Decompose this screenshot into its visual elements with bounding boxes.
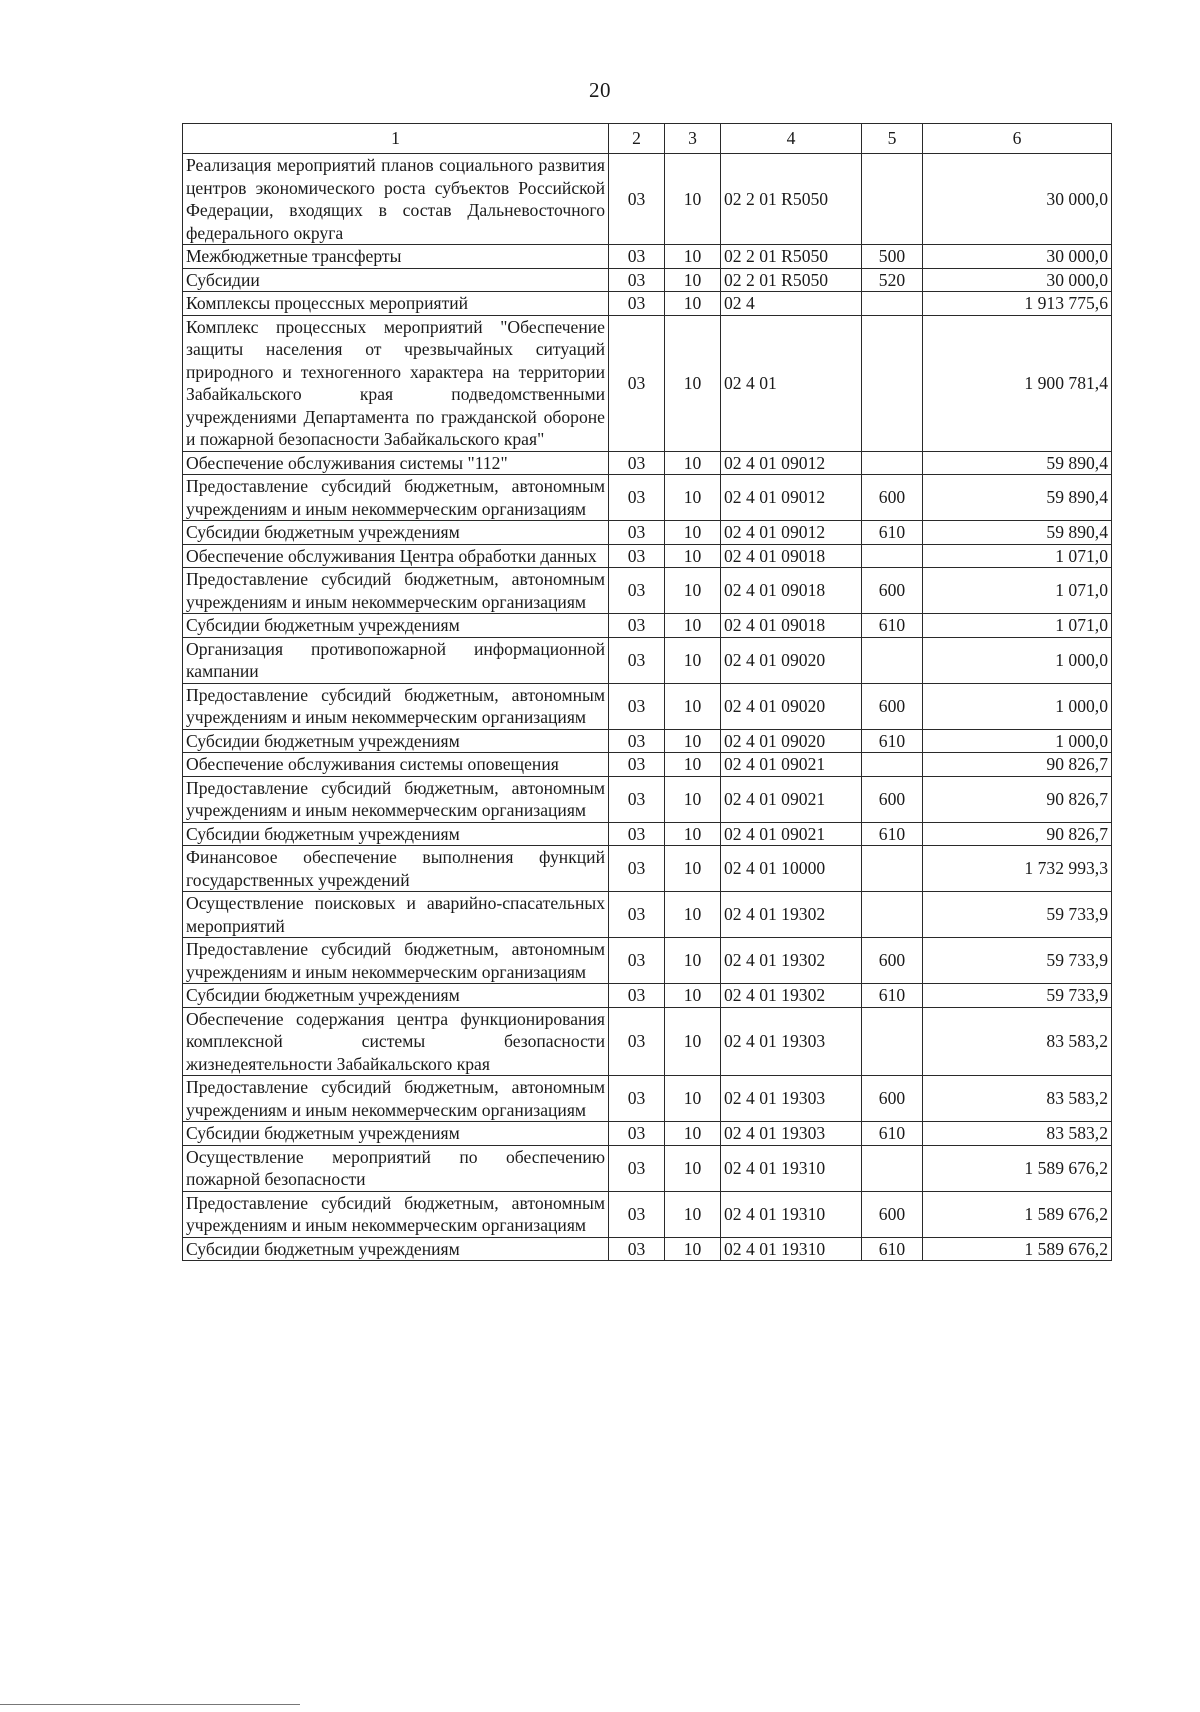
amount-cell: 30 000,0 [923, 268, 1112, 292]
target-article-cell: 02 4 01 19310 [721, 1145, 862, 1191]
target-article-cell: 02 4 01 09020 [721, 729, 862, 753]
amount-cell: 90 826,7 [923, 753, 1112, 777]
table-row [183, 451, 1112, 475]
target-article-cell: 02 4 01 09018 [721, 544, 862, 568]
expense-type-cell [862, 154, 923, 245]
row-name-cell: Осуществление мероприятий по обеспечению пожарной безопасности [183, 1145, 609, 1191]
row-name-cell: Реализация мероприятий планов социального развития центров экономического роста субъектов Российской Федерации, входящих в состав Дальневосточного федерального округа [183, 154, 609, 245]
table-row [183, 521, 1112, 545]
subsection-code-cell: 10 [665, 268, 721, 292]
expense-type-cell [862, 451, 923, 475]
section-code-cell: 03 [609, 521, 665, 545]
amount-cell: 59 890,4 [923, 475, 1112, 521]
section-code-cell: 03 [609, 292, 665, 316]
expense-type-cell [862, 637, 923, 683]
subsection-code-cell: 10 [665, 1191, 721, 1237]
table-row [183, 475, 1112, 521]
row-name-cell: Предоставление субсидий бюджетным, автономным учреждениям и иным некоммерческим организациям [183, 938, 609, 984]
table-row [183, 544, 1112, 568]
table-row [183, 268, 1112, 292]
amount-cell: 30 000,0 [923, 245, 1112, 269]
row-name-cell: Субсидии бюджетным учреждениям [183, 1237, 609, 1261]
section-code-cell: 03 [609, 154, 665, 245]
table-body [183, 124, 1112, 1261]
target-article-cell: 02 4 01 19303 [721, 1007, 862, 1076]
table-row [183, 729, 1112, 753]
amount-cell: 83 583,2 [923, 1007, 1112, 1076]
row-name-cell: Обеспечение обслуживания системы оповещения [183, 753, 609, 777]
subsection-code-cell: 10 [665, 776, 721, 822]
amount-cell: 59 733,9 [923, 938, 1112, 984]
table-row [183, 683, 1112, 729]
row-name-cell: Субсидии бюджетным учреждениям [183, 521, 609, 545]
section-code-cell: 03 [609, 753, 665, 777]
header-cell-5: 5 [862, 124, 923, 154]
subsection-code-cell: 10 [665, 1076, 721, 1122]
subsection-code-cell: 10 [665, 683, 721, 729]
table-row [183, 938, 1112, 984]
section-code-cell: 03 [609, 846, 665, 892]
header-cell-3: 3 [665, 124, 721, 154]
section-code-cell: 03 [609, 614, 665, 638]
section-code-cell: 03 [609, 1237, 665, 1261]
row-name-cell: Финансовое обеспечение выполнения функций государственных учреждений [183, 846, 609, 892]
table-row [183, 846, 1112, 892]
target-article-cell: 02 4 01 19303 [721, 1122, 862, 1146]
row-name-cell: Межбюджетные трансферты [183, 245, 609, 269]
section-code-cell: 03 [609, 892, 665, 938]
section-code-cell: 03 [609, 1007, 665, 1076]
amount-cell: 1 071,0 [923, 614, 1112, 638]
row-name-cell: Предоставление субсидий бюджетным, автономным учреждениям и иным некоммерческим организациям [183, 1191, 609, 1237]
section-code-cell: 03 [609, 729, 665, 753]
amount-cell: 1 589 676,2 [923, 1237, 1112, 1261]
subsection-code-cell: 10 [665, 451, 721, 475]
target-article-cell: 02 4 01 09012 [721, 451, 862, 475]
expense-type-cell: 600 [862, 568, 923, 614]
section-code-cell: 03 [609, 683, 665, 729]
amount-cell: 83 583,2 [923, 1076, 1112, 1122]
table-row [183, 1237, 1112, 1261]
table-row [183, 315, 1112, 451]
expense-type-cell: 600 [862, 776, 923, 822]
budget-table [182, 123, 1112, 1261]
target-article-cell: 02 4 01 19302 [721, 984, 862, 1008]
table-row [183, 568, 1112, 614]
page-edge-rule [0, 1704, 300, 1705]
header-cell-4: 4 [721, 124, 862, 154]
table-row [183, 776, 1112, 822]
expense-type-cell: 520 [862, 268, 923, 292]
row-name-cell: Комплексы процессных мероприятий [183, 292, 609, 316]
target-article-cell: 02 4 01 19310 [721, 1191, 862, 1237]
table-row [183, 1076, 1112, 1122]
target-article-cell: 02 4 01 09021 [721, 776, 862, 822]
table-row [183, 245, 1112, 269]
expense-type-cell: 610 [862, 984, 923, 1008]
amount-cell: 1 071,0 [923, 568, 1112, 614]
target-article-cell: 02 2 01 R5050 [721, 268, 862, 292]
subsection-code-cell: 10 [665, 1237, 721, 1261]
subsection-code-cell: 10 [665, 315, 721, 451]
target-article-cell: 02 4 01 09012 [721, 521, 862, 545]
amount-cell: 1 732 993,3 [923, 846, 1112, 892]
amount-cell: 1 000,0 [923, 637, 1112, 683]
row-name-cell: Субсидии [183, 268, 609, 292]
amount-cell: 30 000,0 [923, 154, 1112, 245]
table-header-row [183, 124, 1112, 154]
row-name-cell: Обеспечение обслуживания Центра обработки данных [183, 544, 609, 568]
subsection-code-cell: 10 [665, 521, 721, 545]
section-code-cell: 03 [609, 822, 665, 846]
target-article-cell: 02 4 01 09012 [721, 475, 862, 521]
row-name-cell: Организация противопожарной информационной кампании [183, 637, 609, 683]
amount-cell: 1 071,0 [923, 544, 1112, 568]
subsection-code-cell: 10 [665, 1145, 721, 1191]
expense-type-cell: 600 [862, 1191, 923, 1237]
subsection-code-cell: 10 [665, 568, 721, 614]
target-article-cell: 02 4 01 10000 [721, 846, 862, 892]
expense-type-cell: 610 [862, 1122, 923, 1146]
amount-cell: 1 913 775,6 [923, 292, 1112, 316]
target-article-cell: 02 4 01 09020 [721, 637, 862, 683]
target-article-cell: 02 4 01 19302 [721, 892, 862, 938]
amount-cell: 59 890,4 [923, 451, 1112, 475]
table-row [183, 1145, 1112, 1191]
table-row [183, 1007, 1112, 1076]
row-name-cell: Субсидии бюджетным учреждениям [183, 822, 609, 846]
table-row [183, 637, 1112, 683]
section-code-cell: 03 [609, 1145, 665, 1191]
target-article-cell: 02 4 01 09021 [721, 753, 862, 777]
section-code-cell: 03 [609, 544, 665, 568]
subsection-code-cell: 10 [665, 154, 721, 245]
amount-cell: 90 826,7 [923, 776, 1112, 822]
row-name-cell: Субсидии бюджетным учреждениям [183, 614, 609, 638]
expense-type-cell: 600 [862, 938, 923, 984]
section-code-cell: 03 [609, 637, 665, 683]
row-name-cell: Предоставление субсидий бюджетным, автономным учреждениям и иным некоммерческим организациям [183, 683, 609, 729]
section-code-cell: 03 [609, 268, 665, 292]
row-name-cell: Обеспечение содержания центра функционирования комплексной системы безопасности жизнедеятельности Забайкальского края [183, 1007, 609, 1076]
expense-type-cell: 610 [862, 822, 923, 846]
subsection-code-cell: 10 [665, 822, 721, 846]
header-cell-1: 1 [183, 124, 609, 154]
subsection-code-cell: 10 [665, 892, 721, 938]
subsection-code-cell: 10 [665, 1122, 721, 1146]
expense-type-cell [862, 846, 923, 892]
table-row [183, 1191, 1112, 1237]
amount-cell: 1 000,0 [923, 729, 1112, 753]
expense-type-cell: 610 [862, 521, 923, 545]
target-article-cell: 02 4 01 19302 [721, 938, 862, 984]
expense-type-cell [862, 315, 923, 451]
section-code-cell: 03 [609, 1122, 665, 1146]
section-code-cell: 03 [609, 475, 665, 521]
subsection-code-cell: 10 [665, 729, 721, 753]
target-article-cell: 02 4 01 09018 [721, 568, 862, 614]
subsection-code-cell: 10 [665, 614, 721, 638]
table-row [183, 1122, 1112, 1146]
table-row [183, 292, 1112, 316]
row-name-cell: Предоставление субсидий бюджетным, автономным учреждениям и иным некоммерческим организациям [183, 1076, 609, 1122]
section-code-cell: 03 [609, 1076, 665, 1122]
table-row [183, 822, 1112, 846]
expense-type-cell: 500 [862, 245, 923, 269]
row-name-cell: Комплекс процессных мероприятий "Обеспечение защиты населения от чрезвычайных ситуаций природного и техногенного характера на территории Забайкальского края подведомственными учреждениями Департамента по гражданской обороне и пожарной безопасности Забайкальского края" [183, 315, 609, 451]
row-name-cell: Субсидии бюджетным учреждениям [183, 1122, 609, 1146]
target-article-cell: 02 4 01 [721, 315, 862, 451]
subsection-code-cell: 10 [665, 637, 721, 683]
target-article-cell: 02 4 01 19310 [721, 1237, 862, 1261]
target-article-cell: 02 4 01 09018 [721, 614, 862, 638]
expense-type-cell: 600 [862, 1076, 923, 1122]
section-code-cell: 03 [609, 984, 665, 1008]
row-name-cell: Предоставление субсидий бюджетным, автономным учреждениям и иным некоммерческим организациям [183, 475, 609, 521]
row-name-cell: Предоставление субсидий бюджетным, автономным учреждениям и иным некоммерческим организациям [183, 568, 609, 614]
expense-type-cell [862, 544, 923, 568]
target-article-cell: 02 2 01 R5050 [721, 154, 862, 245]
table-row [183, 753, 1112, 777]
row-name-cell: Субсидии бюджетным учреждениям [183, 984, 609, 1008]
expense-type-cell [862, 1145, 923, 1191]
subsection-code-cell: 10 [665, 544, 721, 568]
expense-type-cell [862, 292, 923, 316]
expense-type-cell [862, 892, 923, 938]
expense-type-cell [862, 753, 923, 777]
header-cell-2: 2 [609, 124, 665, 154]
amount-cell: 1 589 676,2 [923, 1145, 1112, 1191]
amount-cell: 1 000,0 [923, 683, 1112, 729]
amount-cell: 59 733,9 [923, 984, 1112, 1008]
section-code-cell: 03 [609, 938, 665, 984]
table-row [183, 892, 1112, 938]
expense-type-cell [862, 1007, 923, 1076]
amount-cell: 59 733,9 [923, 892, 1112, 938]
table-row [183, 984, 1112, 1008]
target-article-cell: 02 4 01 09021 [721, 822, 862, 846]
expense-type-cell: 610 [862, 614, 923, 638]
target-article-cell: 02 2 01 R5050 [721, 245, 862, 269]
row-name-cell: Осуществление поисковых и аварийно-спасательных мероприятий [183, 892, 609, 938]
section-code-cell: 03 [609, 1191, 665, 1237]
amount-cell: 90 826,7 [923, 822, 1112, 846]
subsection-code-cell: 10 [665, 984, 721, 1008]
row-name-cell: Субсидии бюджетным учреждениям [183, 729, 609, 753]
subsection-code-cell: 10 [665, 292, 721, 316]
table-row [183, 154, 1112, 245]
subsection-code-cell: 10 [665, 1007, 721, 1076]
expense-type-cell: 600 [862, 475, 923, 521]
row-name-cell: Предоставление субсидий бюджетным, автономным учреждениям и иным некоммерческим организациям [183, 776, 609, 822]
subsection-code-cell: 10 [665, 753, 721, 777]
section-code-cell: 03 [609, 245, 665, 269]
subsection-code-cell: 10 [665, 846, 721, 892]
subsection-code-cell: 10 [665, 245, 721, 269]
amount-cell: 1 589 676,2 [923, 1191, 1112, 1237]
expense-type-cell: 610 [862, 1237, 923, 1261]
section-code-cell: 03 [609, 451, 665, 475]
section-code-cell: 03 [609, 776, 665, 822]
amount-cell: 1 900 781,4 [923, 315, 1112, 451]
subsection-code-cell: 10 [665, 938, 721, 984]
header-cell-6: 6 [923, 124, 1112, 154]
amount-cell: 83 583,2 [923, 1122, 1112, 1146]
expense-type-cell: 610 [862, 729, 923, 753]
expense-type-cell: 600 [862, 683, 923, 729]
page-number: 20 [589, 78, 611, 102]
target-article-cell: 02 4 01 09020 [721, 683, 862, 729]
row-name-cell: Обеспечение обслуживания системы "112" [183, 451, 609, 475]
subsection-code-cell: 10 [665, 475, 721, 521]
target-article-cell: 02 4 [721, 292, 862, 316]
section-code-cell: 03 [609, 568, 665, 614]
amount-cell: 59 890,4 [923, 521, 1112, 545]
table-row [183, 614, 1112, 638]
target-article-cell: 02 4 01 19303 [721, 1076, 862, 1122]
section-code-cell: 03 [609, 315, 665, 451]
